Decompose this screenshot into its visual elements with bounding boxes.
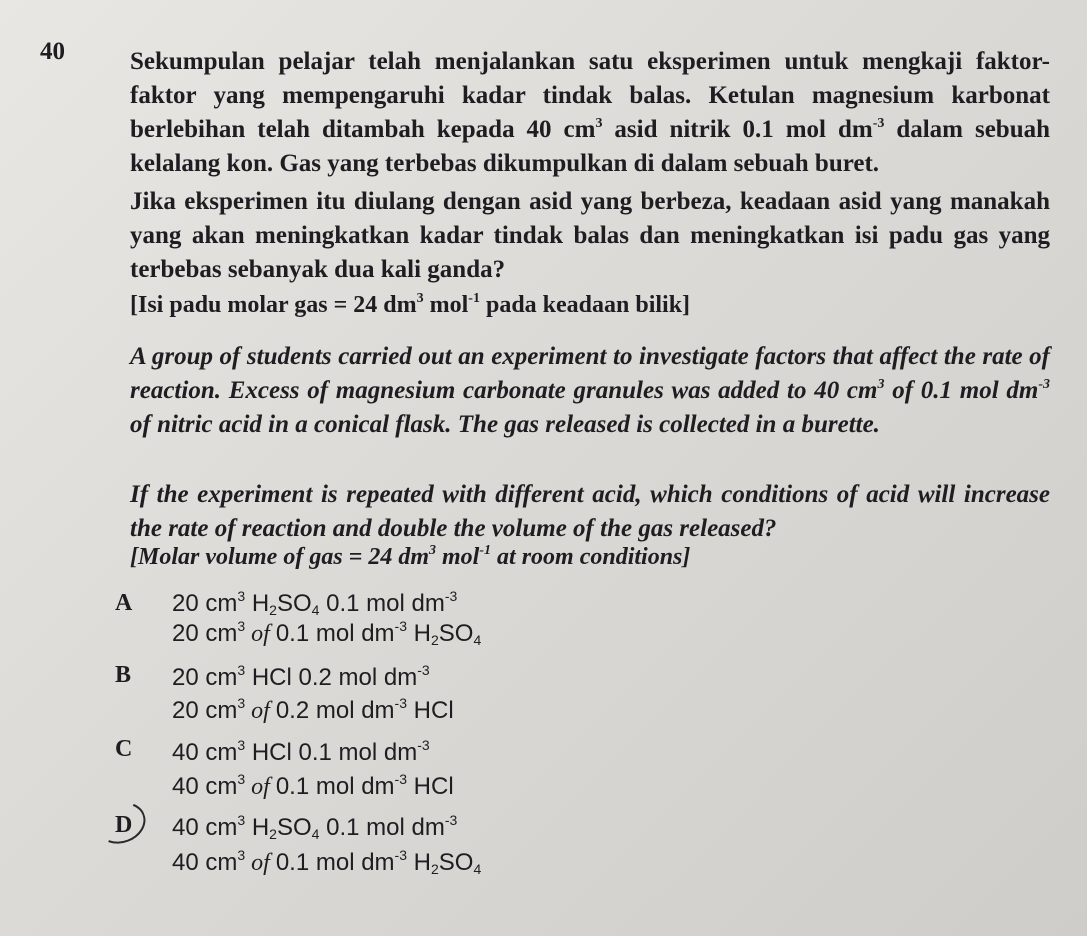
option-c-letter[interactable]: C xyxy=(115,736,133,762)
malay-paragraph-1: Sekumpulan pelajar telah menjalankan satu eksperimen untuk mengkaji faktor-faktor yang mempengaruhi kadar tindak balas. Ketulan magnesium karbonat berlebihan telah ditambah kepada 40 $cm^3$ asid nitrik 0.1 mol $dm^{-3}$ dalam sebuah kelalang kon. Gas yang terbebas dikumpulkan di dalam sebuah buret. xyxy=(130,48,1051,177)
malay-paragraph-2: Jika eksperimen itu diulang dengan asid yang berbeza, keadaan asid yang manakah yang akan meningkatkan kadar tindak balas dan meningkatkan isi padu gas yang terbebas sebanyak dua kali ganda? xyxy=(130,188,1050,283)
option-d-malay[interactable]: 40 $cm^3$ $H_2SO_4$ 0.1 mol $dm^{-3}$ xyxy=(172,812,458,842)
question-number: 40 xyxy=(40,38,65,65)
english-paragraph-2: If the experiment is repeated with different acid, which conditions of acid will increase the rate of reaction and double the volume of the gas released? xyxy=(130,481,1050,542)
malay-molar-note: [Isi padu molar gas = 24 $dm^3$ mol$^{-1}$ pada keadaan bilik] xyxy=(130,291,691,318)
option-a-english[interactable]: 20 $cm^3$ of 0.1 mol $dm^{-3}$ $H_2SO_4$ xyxy=(172,618,482,648)
option-b-letter[interactable]: B xyxy=(115,662,132,688)
option-d-english[interactable]: 40 $cm^3$ of 0.1 mol $dm^{-3}$ $H_2SO_4$ xyxy=(172,847,482,877)
option-b-malay[interactable]: 20 $cm^3$ HCl 0.2 mol $dm^{-3}$ xyxy=(172,662,430,691)
english-paragraph-1: A group of students carried out an experiment to investigate factors that affect the rate of reaction. Excess of magnesium carbonate granules was added to 40 $cm^3$ of 0.1 mol $dm^{-3}$ of nitric acid in a conical flask. The gas released is collected in a burette. xyxy=(130,343,1050,438)
option-a-malay[interactable]: 20 $cm^3$ $H_2SO_4$ 0.1 mol $dm^{-3}$ xyxy=(172,588,458,618)
option-d-letter[interactable]: D xyxy=(115,812,133,838)
option-a-letter[interactable]: A xyxy=(115,590,133,616)
option-b-english[interactable]: 20 $cm^3$ of 0.2 mol $dm^{-3}$ HCl xyxy=(172,695,454,724)
english-molar-note: [Molar volume of gas = 24 $dm^3$ mol$^{-1}$ at room conditions] xyxy=(130,543,691,570)
option-c-english[interactable]: 40 $cm^3$ of 0.1 mol $dm^{-3}$ HCl xyxy=(172,771,454,800)
option-c-malay[interactable]: 40 $cm^3$ HCl 0.1 mol $dm^{-3}$ xyxy=(172,737,430,766)
